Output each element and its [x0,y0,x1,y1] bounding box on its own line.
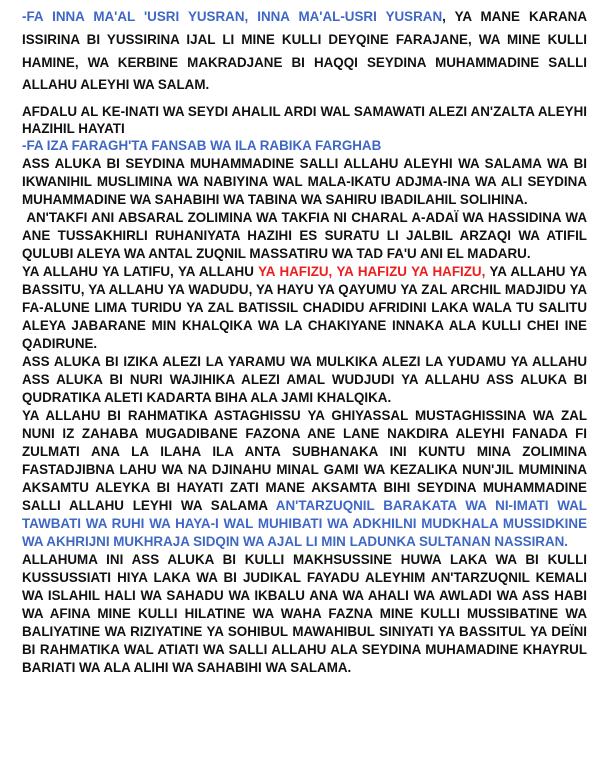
paragraph-5: AN'TAKFI ANI ABSARAL ZOLIMINA WA TAKFIA NI CHARAL A-ADAÏ WA HASSIDINA WA ANE TUSSAKHIRLI RUHANIYATA HAZIHI ES SURATU LI JALBIL ARZAQI WA ATIFIL QULUBI ALEYA WA ANTAL ZUQNIL MASSATIRU WA TAD FA'U ANI EL MADARU. [22,210,587,262]
paragraph-6 [22,263,587,353]
quran-verse-2: -FA IZA FARAGH'TA FANSAB WA ILA RABIKA FARGHAB [22,138,382,154]
paragraph-2: AFDALU AL KE-INATI WA SEYDI AHALIL ARDI WAL SAMAWATI ALEZI AN'ZALTA ALEYHI HAZIHIL HAYATI [22,104,587,137]
paragraph-1 [22,6,587,97]
paragraph-8 [22,407,587,551]
paragraph-9: ALLAHUMA INI ASS ALUKA BI KULLI MAKHSUSSINE HUWA LAKA WA BI KULLI KUSSUSSIATI HIYA LAKA WA BI JUDIKAL FAYADU ALEYHIM AN'TARZUQNIL KEMALI WA ISLAHIL HALI WA SAHADU WA IKBALU ANA WA AHALI WA AWLADI WA ASS HABI WA AFINA MINE KULLI HILATINE WA WAHA FAZNA MINE KULLI MUSSIBATINE WA BALIYATINE WA RIZIYATINE YA SOHIBUL MAWAHIBUL SINIYATI YA BASSITUL YA DEÏNI BI RAHMATIKA WAL ATIATI WA SALLI ALLAHU ALA SEYDINA MUHAMADINE KHAYRUL BARIATI WA ALA ALIHI WA SAHABIHI WA SALAMA. [22,552,587,676]
paragraph-1-text: , YA MANE KARANA ISSIRINA BI YUSSIRINA IJAL LI MINE KULLI DEYQINE FARAJANE, WA MINE KULLI HAMINE, WA KERBINE MAKRADJANE BI HAQQI SEYDINA MUHAMMADINE SALLI ALLAHU ALEYHI WA SALAM. [22,9,587,93]
paragraph-1-lead: - [22,9,27,24]
highlighted-invocation: YA HAFIZU, YA HAFIZU YA HAFIZU, [258,264,486,280]
paragraph-6-text-a: YA ALLAHU YA LATIFU, YA ALLAHU [22,264,259,280]
paragraph-6-text-b: YA ALLAHU YA BASSITU, YA ALLAHU YA WADUDU, YA HAYU YA QAYUMU YA ZAL ARCHIL MADJIDU YA FA-ALUNE LIMA TURIDU YA ZAL BATISSIL CHADIDU AFRIDINI LAKA WALA TU SALITU ALEYA JABARANE MIN KHALQIKA WA LA CHAKIYANE INNAKA ALA KULLI CHEI INE QADIRUNE. [22,264,587,352]
quran-verse-1: FA INNA MA'AL 'USRI YUSRAN, INNA MA'AL-USRI YUSRAN [26,9,443,24]
paragraph-7: ASS ALUKA BI IZIKA ALEZI LA YARAMU WA MULKIKA ALEZI LA YUDAMU YA ALLAHU ASS ALUKA BI NURI WAJIHIKA ALEZI AMAL WUDJUDI YA ALLAHU ASS ALUKA BI QUDRATIKA ALETI KADARTA BIHA ALA JAMI KHALQIKA. [22,354,587,406]
paragraph-8-highlight: AN'TARZUQNIL BARAKATA WA NI-IMATI WAL TAWBATI WA RUHI WA HAYA-I WAL MUHIBATI WA ADKHILNI MUDKHALA MUSSIDKINE WA AKHRIJNI MUKHRAJA SIDQIN WA AJAL LI MIN LADUNKA SULTANAN NASSIRAN. [22,498,587,550]
paragraph-4: ASS ALUKA BI SEYDINA MUHAMMADINE SALLI ALLAHU ALEYHI WA SALAMA WA BI IKWANIHIL MUSLIMINA WA NABIYINA WAL MALA-IKATU ADJMA-INA WA ALI SEYDINA MUHAMMADINE WA SAHABIHI WA TABINA WA SAHIRU IBADILAHIL SOLIHINA. [22,156,587,208]
paragraph-8-text: YA ALLAHU BI RAHMATIKA ASTAGHISSU YA GHIYASSAL MUSTAGHISSINA WA ZAL NUNI IZ ZAHABA MUGADIBANE FAZONA ANE LANE NAKDIRA ALEYHI FANADA FI ZULMATI ANA LA ILAHA ILA ANTA SUBHANAKA INI KUNTU MINA ZOLIMINA FASTADJIBNA LAHU WA NA DJINAHU MINAL GAMI WA KEZALIKA NUN'JIL MUMININA AKSAMTU ALEYKA BI HAYATI ZATI MANE AKSAMTA BIHI SEYDINA MUHAMMADINE SALLI ALLAHU LEYHI WA SALAMA [22,408,587,514]
